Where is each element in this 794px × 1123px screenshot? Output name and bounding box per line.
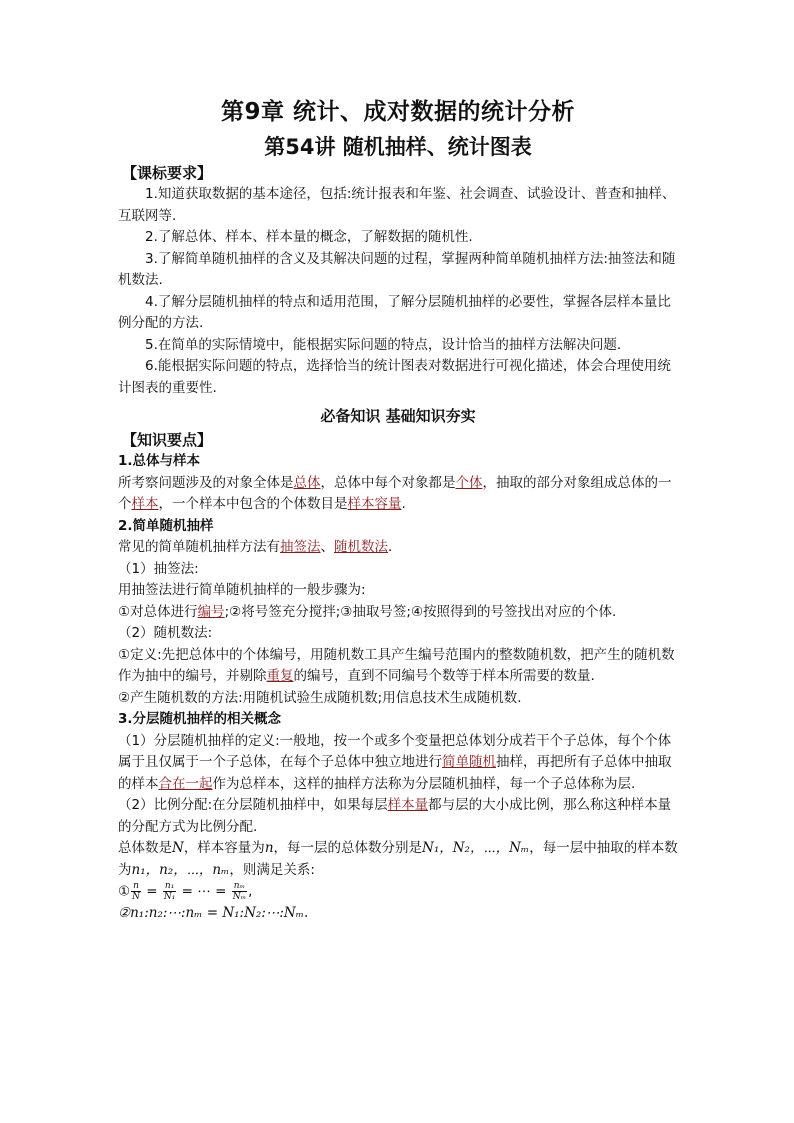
text: , bbox=[248, 883, 253, 900]
denominator: Nₘ bbox=[232, 892, 247, 902]
text: ，一个样本中包含的个体数目是 bbox=[158, 496, 348, 512]
stratified-definition bbox=[118, 731, 678, 796]
math-var: N bbox=[172, 840, 184, 856]
text: ，样本容量为 bbox=[183, 840, 265, 856]
fraction bbox=[131, 881, 141, 902]
curriculum-item-4: 4.了解分层随机抽样的特点和适用范围，了解分层随机抽样的必要性，掌握各层样本量比例分配的方法. bbox=[118, 293, 671, 331]
curriculum-item-2: 2.了解总体、样本、样本量的概念，了解数据的随机性. bbox=[145, 229, 473, 245]
lecture-title: 第54讲 随机抽样、统计图表 bbox=[264, 135, 532, 159]
proportional-allocation bbox=[118, 795, 678, 838]
lottery-intro: 用抽签法进行简单随机抽样的一般步骤为: bbox=[118, 582, 366, 598]
random-number-definition bbox=[118, 645, 678, 688]
knowledge-heading: 【知识要点】 bbox=[122, 431, 213, 449]
curriculum-heading: 【课标要求】 bbox=[122, 164, 213, 182]
random-number-generation: ②产生随机数的方法:用随机试验生成随机数;用信息技术生成随机数. bbox=[118, 689, 522, 706]
curriculum-item-3: 3.了解简单随机抽样的含义及其解决问题的过程，掌握两种简单随机抽样方法:抽签法和随机数法. bbox=[118, 250, 676, 288]
text: ①定义:先把总体中的个体编号，用随机数工具产生编号范围内的整数随机数，把产生的随机数作为抽中的编号，并剔除 bbox=[118, 646, 675, 684]
answer-blank: 抽签法 bbox=[280, 539, 321, 555]
equals-ellipsis: = ⋯ = bbox=[181, 883, 227, 900]
k1-paragraph bbox=[118, 473, 678, 516]
relation-statement bbox=[118, 838, 678, 881]
answer-blank: 样本容量 bbox=[347, 496, 402, 512]
k2-methods bbox=[118, 537, 678, 559]
text: ，每一层中抽取的样本数为 bbox=[118, 840, 678, 878]
text: （1）分层随机抽样的定义:一般地，按一个或多个变量把总体划分成若干个子总体，每个个体属于且仅属于一个子总体，在每个子总体中独立地进行 bbox=[118, 732, 672, 770]
answer-blank: 编号 bbox=[197, 603, 225, 620]
equals: = bbox=[146, 883, 158, 900]
numerator: nₘ bbox=[232, 881, 247, 892]
text: 的编号，直到不同编号个数等于样本所需要的数量. bbox=[293, 668, 595, 684]
curriculum-item-5: 5.在简单的实际情境中，能根据实际问题的特点，设计恰当的抽样方法解决问题. bbox=[145, 336, 622, 353]
text: . bbox=[388, 539, 393, 555]
text: ，总体中每个对象都是 bbox=[320, 474, 456, 491]
answer-blank: 样本量 bbox=[387, 797, 429, 813]
numerator: n₁ bbox=[163, 881, 176, 892]
fraction bbox=[163, 881, 176, 902]
text: 所考察问题涉及的对象全体是 bbox=[118, 474, 294, 491]
curriculum-item-6: 6.能根据实际问题的特点，选择恰当的统计图表对数据进行可视化描述，体会合理使用统计图表的重要性. bbox=[118, 358, 671, 396]
math-list: n₁，n₂，⋯，nₘ bbox=[131, 861, 230, 878]
math-var: n bbox=[264, 840, 274, 856]
math-list: N₁，N₂，⋯，Nₘ bbox=[422, 840, 530, 856]
text: ，则满足关系: bbox=[229, 861, 315, 878]
k3-heading: 3.分层随机抽样的相关概念 bbox=[118, 711, 282, 727]
document-page bbox=[118, 96, 678, 925]
text: 总体数是 bbox=[118, 840, 172, 856]
numerator: n bbox=[131, 881, 141, 892]
denominator: N₁ bbox=[163, 892, 176, 902]
equation-2: ②n₁:n₂:⋯:nₘ = N₁:N₂:⋯:Nₘ. bbox=[118, 905, 309, 921]
curriculum-item-1: 1.知道获取数据的基本途径，包括:统计报表和年鉴、社会调查、试验设计、普查和抽样、互联网等. bbox=[118, 186, 676, 224]
text: 作为总样本，这样的抽样方法称为分层随机抽样，每一个子总体称为层. bbox=[212, 775, 636, 792]
chapter-title: 第9章 统计、成对数据的统计分析 bbox=[220, 99, 575, 125]
equation-1 bbox=[118, 881, 678, 903]
lottery-steps bbox=[118, 602, 678, 624]
answer-blank: 合在一起 bbox=[158, 775, 213, 792]
fraction bbox=[232, 881, 247, 902]
text: 抽样，再把所有子总体中抽取的样本 bbox=[118, 754, 672, 792]
text: （2）比例分配:在分层随机抽样中，如果每层 bbox=[118, 797, 388, 813]
denominator: N bbox=[132, 892, 140, 902]
text: ①对总体进行 bbox=[118, 603, 198, 620]
section-title: 必备知识 基础知识夯实 bbox=[320, 407, 476, 425]
text: . bbox=[401, 496, 406, 512]
answer-blank: 重复 bbox=[266, 668, 294, 684]
marker: ① bbox=[118, 883, 131, 900]
text: ，每一层的总体数分别是 bbox=[273, 840, 423, 856]
lottery-heading: （1）抽签法: bbox=[118, 560, 199, 577]
answer-blank: 总体 bbox=[293, 474, 321, 491]
answer-blank: 随机数法 bbox=[334, 539, 388, 555]
k1-heading: 1.总体与样本 bbox=[118, 453, 201, 469]
answer-blank: 简单随机 bbox=[442, 754, 496, 770]
text: ;②将号签充分搅拌;③抽取号签;④按照得到的号签找出对应的个体. bbox=[224, 603, 617, 620]
text: ，抽取的部分对象组成总体的一个 bbox=[118, 474, 672, 512]
text: 常见的简单随机抽样方法有 bbox=[118, 539, 280, 555]
random-number-heading: （2）随机数法: bbox=[118, 625, 213, 641]
answer-blank: 样本 bbox=[131, 496, 159, 512]
k2-heading: 2.简单随机抽样 bbox=[118, 517, 214, 534]
text: 、 bbox=[320, 539, 334, 555]
text: 都与层的大小成比例，那么称这种样本量的分配方式为比例分配. bbox=[118, 797, 672, 835]
answer-blank: 个体 bbox=[455, 474, 483, 491]
